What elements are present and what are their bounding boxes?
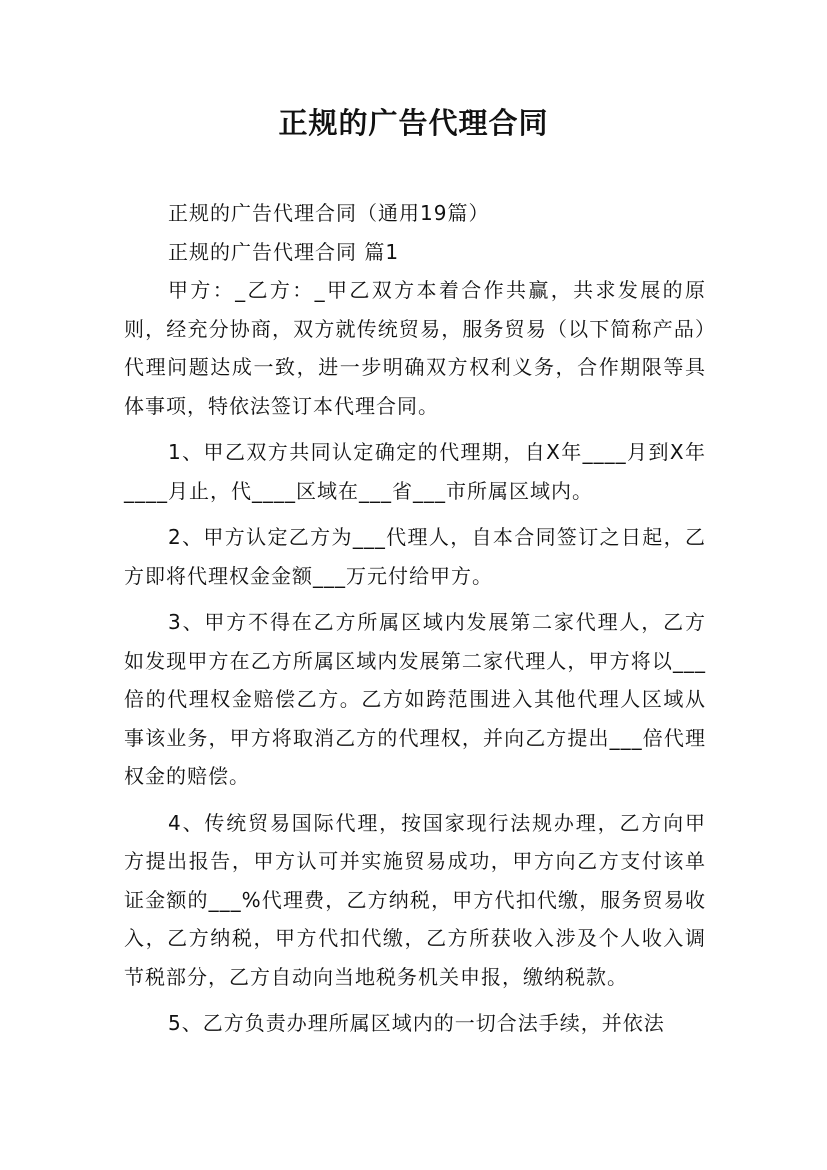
paragraph-clause-4: 4、传统贸易国际代理，按国家现行法规办理，乙方向甲方提出报告，甲方认可并实施贸易成功，甲方向乙方支付该单证金额的___%代理费，乙方纳税，甲方代扣代缴，服务贸易收入，乙方纳税，甲方代扣代缴，乙方所获收入涉及个人收入调节税部分，乙方自动向当地税务机关申报，缴纳税款。 — [124, 810, 706, 989]
paragraph-intro: 甲方：_乙方：_甲乙双方本着合作共赢，共求发展的原则，经充分协商，双方就传统贸易，服务贸易（以下简称产品）代理问题达成一致，进一步明确双方权利义务，合作期限等具体事项，特依法签订本代理合同。 — [124, 278, 706, 418]
paragraph-clause-5: 5、乙方负责办理所属区域内的一切合法手续，并依法 — [168, 1011, 665, 1035]
paragraph-clause-2: 2、甲方认定乙方为___代理人，自本合同签订之日起，乙方即将代理权金金额___万元付给甲方。 — [124, 525, 706, 588]
paragraph-part-heading: 正规的广告代理合同 篇1 — [168, 239, 400, 264]
paragraph-subtitle: 正规的广告代理合同（通用19篇） — [168, 201, 490, 225]
paragraph-clause-3: 3、甲方不得在乙方所属区域内发展第二家代理人，乙方如发现甲方在乙方所属区域内发展第二家代理人，甲方将以___倍的代理权金赔偿乙方。乙方如跨范围进入其他代理人区域从事该业务，甲方将取消乙方的代理权，并向乙方提出___倍代理权金的赔偿。 — [124, 610, 706, 788]
document-title: 正规的广告代理合同 — [278, 106, 549, 140]
paragraph-clause-1: 1、甲乙双方共同认定确定的代理期，自X年____月到X年____月止，代____区域在___省___市所属区域内。 — [124, 440, 706, 503]
document-body — [124, 194, 706, 1043]
